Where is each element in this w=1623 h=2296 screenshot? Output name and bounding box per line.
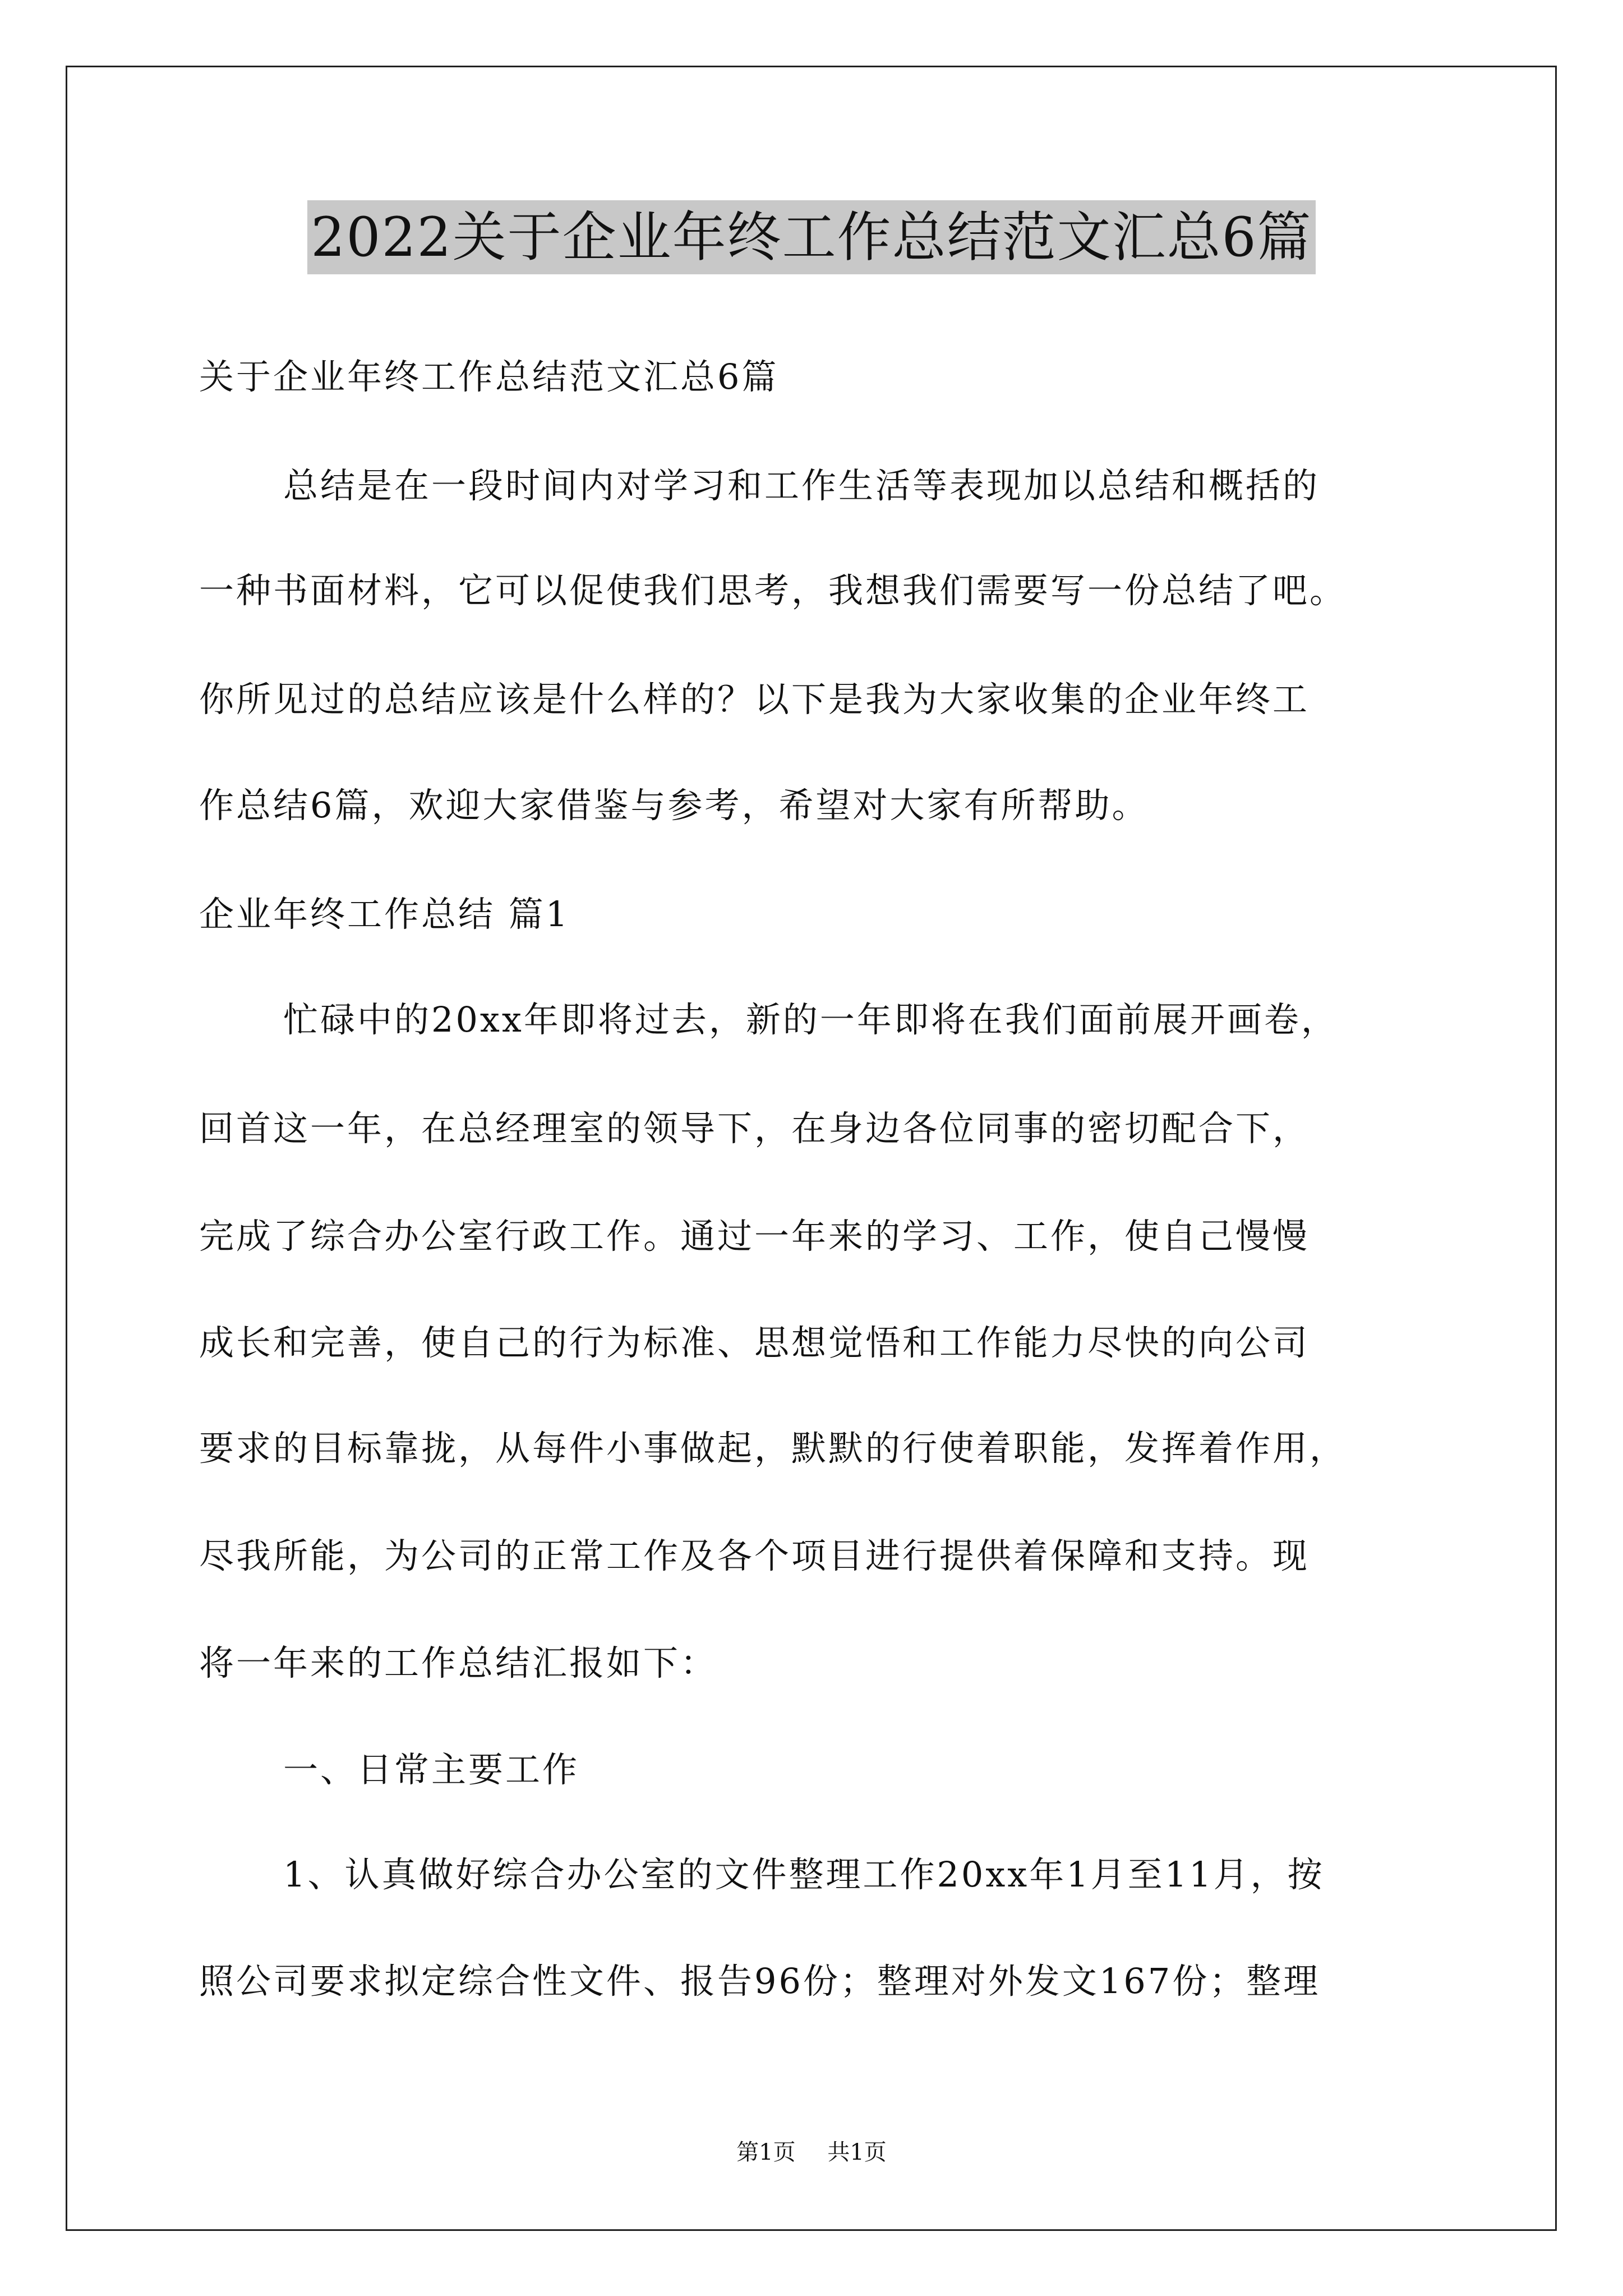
paragraph-line: 要求的目标靠拢，从每件小事做起，默默的行使着职能，发挥着作用， xyxy=(199,1428,1347,1469)
paragraph-line: 一种书面材料，它可以促使我们思考，我想我们需要写一份总结了吧。 xyxy=(199,570,1347,611)
paragraph-line: 尽我所能，为公司的正常工作及各个项目进行提供着保障和支持。现 xyxy=(199,1535,1310,1576)
page-total: 共1页 xyxy=(827,2139,887,2165)
paragraph-line: 完成了综合办公室行政工作。通过一年来的学习、工作，使自己慢慢 xyxy=(199,1216,1310,1257)
paragraph-line: 忙碌中的20xx年即将过去，新的一年即将在我们面前展开画卷， xyxy=(283,999,1338,1040)
document-title: 2022关于企业年终工作总结范文汇总6篇 xyxy=(307,200,1315,274)
title-block xyxy=(0,200,1623,274)
paragraph-line: 回首这一年，在总经理室的领导下，在身边各位同事的密切配合下， xyxy=(199,1108,1310,1149)
subsection-heading: 一、日常主要工作 xyxy=(283,1749,580,1790)
paragraph-line: 成长和完善，使自己的行为标准、思想觉悟和工作能力尽快的向公司 xyxy=(199,1322,1310,1363)
paragraph-line: 1、认真做好综合办公室的文件整理工作20xx年1月至11月，按 xyxy=(283,1854,1325,1895)
section-heading: 企业年终工作总结 篇1 xyxy=(199,894,570,935)
paragraph-line: 将一年来的工作总结汇报如下： xyxy=(199,1642,718,1683)
page-number: 第1页 xyxy=(736,2139,796,2165)
document-subtitle: 关于企业年终工作总结范文汇总6篇 xyxy=(199,356,779,397)
paragraph-line: 总结是在一段时间内对学习和工作生活等表现加以总结和概括的 xyxy=(283,465,1320,506)
paragraph-line: 照公司要求拟定综合性文件、报告96份；整理对外发文167份；整理 xyxy=(199,1961,1321,2001)
paragraph-line: 你所见过的总结应该是什么样的？以下是我为大家收集的企业年终工 xyxy=(199,679,1310,720)
page-footer xyxy=(0,2138,1623,2166)
paragraph-line: 作总结6篇，欢迎大家借鉴与参考，希望对大家有所帮助。 xyxy=(199,785,1149,826)
